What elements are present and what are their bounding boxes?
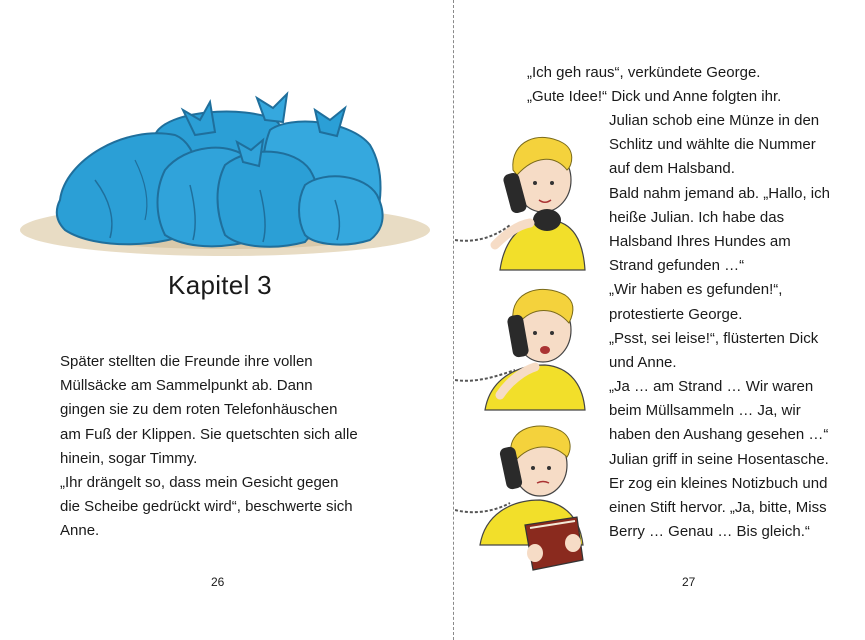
page-number-right: 27 — [682, 575, 696, 589]
julian-on-phone-illustration-1 — [455, 125, 590, 275]
text-line: „Wir haben es gefunden!“, — [609, 281, 783, 299]
text-line: protestierte George. — [609, 305, 743, 323]
julian-on-phone-illustration-2 — [455, 285, 590, 415]
page-divider — [453, 0, 454, 640]
text-line: „Ihr drängelt so, dass mein Gesicht gegen — [60, 473, 339, 491]
text-line: die Scheibe gedrückt wird“, beschwerte sich — [60, 498, 353, 516]
text-line: und Anne. — [609, 353, 677, 371]
left-page-text — [60, 350, 358, 544]
text-line: Schlitz und wählte die Nummer — [609, 136, 816, 154]
text-line: Später stellten die Freunde ihre vollen — [60, 353, 313, 370]
text-line: gingen sie zu dem roten Telefonhäuschen — [60, 401, 338, 419]
text-line: „Ich geh raus“, verkündete George. — [527, 64, 761, 81]
text-line: Er zog ein kleines Notizbuch und — [609, 474, 828, 492]
text-line: haben den Aushang gesehen …“ — [609, 426, 829, 444]
text-line: heiße Julian. Ich habe das — [609, 208, 785, 226]
text-line: Müllsäcke am Sammelpunkt ab. Dann — [60, 377, 313, 395]
text-line: Berry … Genau … Bis gleich.“ — [609, 523, 810, 541]
text-line: am Fuß der Klippen. Sie quetschten sich alle — [60, 425, 358, 443]
right-page — [455, 0, 865, 640]
text-line: Julian schob eine Münze in den — [609, 112, 820, 129]
page-number-left: 26 — [211, 575, 225, 589]
text-line: hinein, sogar Timmy. — [60, 449, 198, 467]
text-line: Strand gefunden …“ — [609, 257, 745, 275]
text-line: auf dem Halsband. — [609, 160, 735, 178]
text-line: „Psst, sei leise!“, flüsterten Dick — [609, 329, 819, 347]
text-line: Bald nahm jemand ab. „Hallo, ich — [609, 184, 830, 202]
right-page-intro — [527, 61, 781, 109]
text-line: beim Müllsammeln … Ja, wir — [609, 402, 801, 420]
text-line: Anne. — [60, 522, 100, 540]
julian-with-notebook-illustration — [455, 425, 590, 575]
text-line: „Gute Idee!“ Dick und Anne folgten ihr. — [527, 88, 782, 106]
garbage-bags-illustration — [15, 90, 430, 265]
text-line: einen Stift hervor. „Ja, bitte, Miss — [609, 499, 827, 516]
text-line: Halsband Ihres Hundes am — [609, 232, 791, 250]
text-line: Julian griff in seine Hosentasche. — [609, 450, 829, 468]
text-line: „Ja … am Strand … Wir waren — [609, 378, 814, 396]
chapter-title: Kapitel 3 — [168, 270, 272, 300]
right-page-text — [609, 109, 830, 544]
